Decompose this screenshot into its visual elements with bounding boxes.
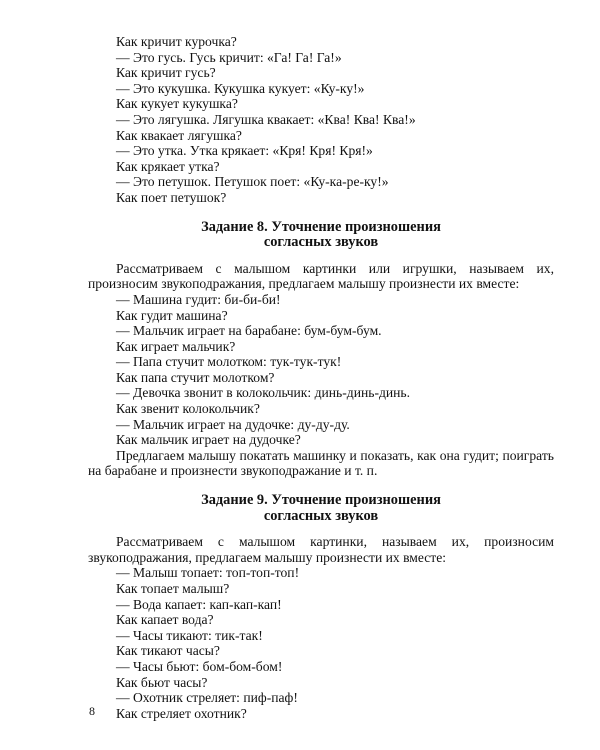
task9-dialogue bbox=[88, 565, 554, 721]
task8-heading-line2: согласных звуков bbox=[263, 234, 379, 251]
dialogue-line: — Папа стучит молотком: тук-тук-тук! bbox=[116, 354, 342, 370]
dialogue-line: Как топает малыш? bbox=[116, 581, 230, 596]
top-dialogue bbox=[88, 34, 554, 206]
dialogue-line: Как мальчик играет на дудочке? bbox=[116, 432, 301, 448]
page-content bbox=[88, 34, 554, 721]
dialogue-line: — Это петушок. Петушок поет: «Ку-ка-ре-ку!» bbox=[116, 174, 389, 190]
dialogue-line: Как кричит гусь? bbox=[116, 65, 216, 81]
dialogue-line: Как стреляет охотник? bbox=[116, 705, 247, 721]
dialogue-line: — Девочка звонит в колокольчик: динь-динь-динь. bbox=[116, 385, 411, 401]
page-number: 8 bbox=[89, 704, 95, 718]
task9-heading-line2: согласных звуков bbox=[263, 507, 379, 524]
dialogue-line: Как крякает утка? bbox=[116, 158, 220, 174]
dialogue-line: — Это гусь. Гусь кричит: «Га! Га! Га!» bbox=[116, 49, 342, 65]
dialogue-line: — Машина гудит: би-би-би! bbox=[116, 291, 281, 307]
dialogue-line: — Часы бьют: бом-бом-бом! bbox=[116, 658, 283, 674]
dialogue-line: Как звенит колокольчик? bbox=[116, 401, 260, 417]
dialogue-line: — Вода капает: кап-кап-кап! bbox=[116, 596, 282, 612]
dialogue-line: Как кричит курочка? bbox=[116, 34, 237, 49]
dialogue-line: — Мальчик играет на барабане: бум-бум-бум. bbox=[116, 323, 382, 339]
dialogue-line: — Охотник стреляет: пиф-паф! bbox=[116, 690, 298, 706]
task8-heading-line1: Задание 8. Уточнение произношения bbox=[201, 218, 441, 235]
dialogue-line: Как капает вода? bbox=[116, 612, 214, 628]
task9-intro: Рассматриваем с малышом картинки, называем их, произносим звукоподражания, предлагаем малышу произнести их вместе: bbox=[88, 534, 554, 565]
dialogue-line: — Это утка. Утка крякает: «Кря! Кря! Кря!» bbox=[116, 143, 373, 159]
dialogue-line: Как бьют часы? bbox=[116, 674, 208, 690]
dialogue-line: Как квакает лягушка? bbox=[116, 127, 242, 143]
dialogue-line: — Это лягушка. Лягушка квакает: «Ква! Ква! Ква!» bbox=[116, 111, 416, 127]
task8-intro: Рассматриваем с малышом картинки или игрушки, называем их, произносим звукоподражания, предлагаем малышу произнести их вместе: bbox=[88, 260, 554, 292]
dialogue-line: — Это кукушка. Кукушка кукует: «Ку-ку!» bbox=[116, 80, 365, 96]
task9-heading-line1: Задание 9. Уточнение произношения bbox=[201, 492, 441, 509]
dialogue-line: Как папа стучит молотком? bbox=[116, 369, 275, 385]
dialogue-line: Как играет мальчик? bbox=[116, 338, 236, 354]
dialogue-line: — Малыш топает: топ-топ-топ! bbox=[116, 565, 300, 581]
task8-dialogue bbox=[88, 292, 554, 448]
dialogue-line: Как поет петушок? bbox=[116, 189, 227, 205]
dialogue-line: Как гудит машина? bbox=[116, 307, 228, 323]
dialogue-line: — Мальчик играет на дудочке: ду-ду-ду. bbox=[116, 416, 350, 432]
dialogue-line: Как тикают часы? bbox=[116, 643, 220, 659]
dialogue-line: Как кукует кукушка? bbox=[116, 96, 238, 112]
dialogue-line: — Часы тикают: тик-так! bbox=[116, 627, 263, 643]
task8-outro: Предлагаем малышу покатать машинку и показать, как она гудит; поиграть на барабане и произнести звукоподражание и т. п. bbox=[88, 447, 554, 479]
